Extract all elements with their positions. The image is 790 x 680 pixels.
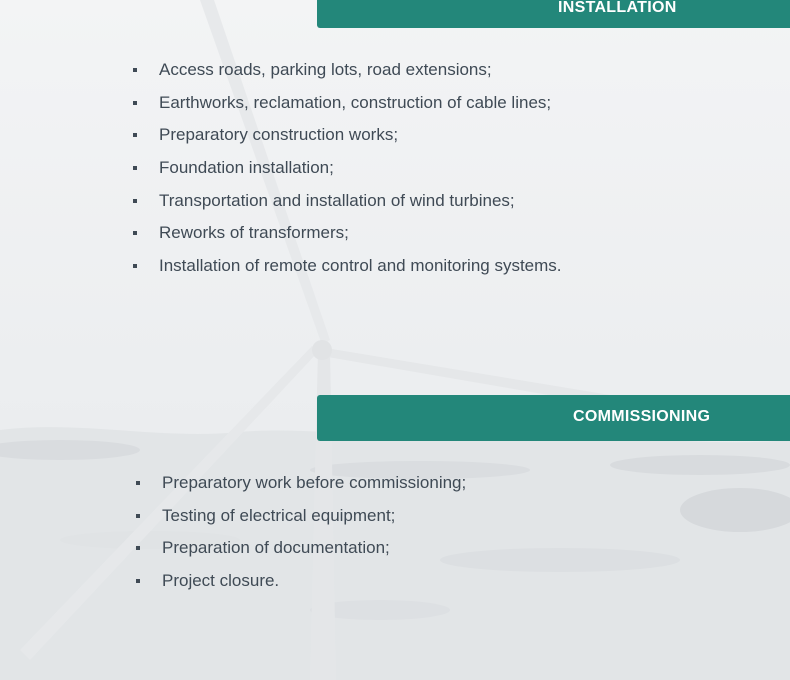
list-item <box>136 505 466 538</box>
square-bullet-icon <box>133 101 137 105</box>
list-item <box>133 124 562 157</box>
list-item-text: Transportation and installation of wind turbines; <box>159 190 515 210</box>
list-item <box>136 570 466 603</box>
square-bullet-icon <box>133 166 137 170</box>
commissioning-task-list <box>136 472 466 603</box>
square-bullet-icon <box>133 68 137 72</box>
list-item-text: Reworks of transformers; <box>159 223 349 243</box>
list-item-text: Installation of remote control and monitoring systems. <box>159 256 562 276</box>
square-bullet-icon <box>136 579 140 583</box>
list-item <box>133 59 562 92</box>
commissioning-title: COMMISSIONING <box>573 408 711 425</box>
list-item-text: Preparatory work before commissioning; <box>162 473 467 492</box>
list-item <box>136 472 466 505</box>
square-bullet-icon <box>136 481 140 485</box>
list-item-text: Preparatory construction works; <box>159 125 399 145</box>
square-bullet-icon <box>133 199 137 203</box>
list-item-text: Access roads, parking lots, road extensions; <box>159 60 492 79</box>
list-item <box>133 255 562 288</box>
list-item <box>133 92 562 125</box>
list-item <box>133 222 562 255</box>
list-item <box>133 157 562 190</box>
installation-task-list <box>133 59 562 288</box>
list-item-text: Earthworks, reclamation, construction of cable lines; <box>159 92 552 112</box>
list-item <box>136 537 466 570</box>
square-bullet-icon <box>136 514 140 518</box>
square-bullet-icon <box>133 133 137 137</box>
list-item-text: Foundation installation; <box>159 158 334 178</box>
list-item-text: Preparation of documentation; <box>162 538 390 558</box>
square-bullet-icon <box>136 546 140 550</box>
square-bullet-icon <box>133 231 137 235</box>
installation-title: INSTALLATION <box>558 0 677 16</box>
square-bullet-icon <box>133 264 137 268</box>
commissioning-section-header <box>317 395 790 441</box>
installation-section-header <box>317 0 790 28</box>
list-item <box>133 190 562 223</box>
list-item-text: Project closure. <box>162 571 280 591</box>
list-item-text: Testing of electrical equipment; <box>162 505 396 525</box>
